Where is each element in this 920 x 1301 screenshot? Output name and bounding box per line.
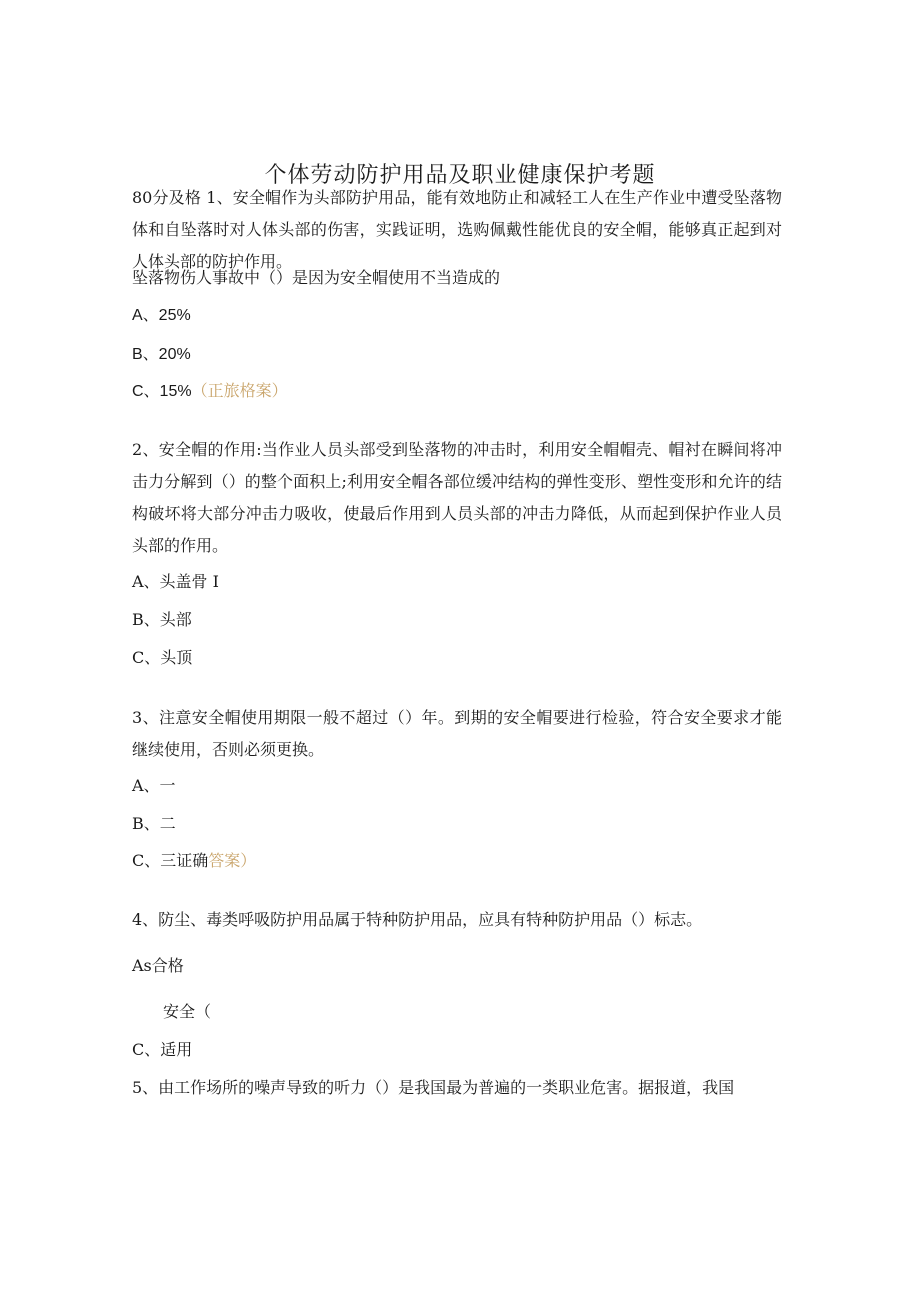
question-3-option-c [132, 849, 256, 873]
question-1-option-b: B、20% [132, 346, 191, 363]
question-2-option-b: B、头部 [132, 610, 192, 629]
question-3-option-c-label: C、三证确 [132, 851, 209, 870]
question-3-option-a: A、一 [132, 776, 176, 795]
question-3-option-b: B、二 [132, 814, 176, 833]
question-2-option-c: C、头顶 [132, 648, 193, 667]
question-2-option-a: A、头盖骨 I [132, 572, 219, 591]
question-1-option-a: A、25% [132, 307, 191, 324]
question-3-answer-mark: 答案） [208, 851, 257, 870]
question-4-option-c: C、适用 [132, 1040, 193, 1059]
question-2-text: 2、安全帽的作用:当作业人员头部受到坠落物的冲击时，利用安全帽帽壳、帽衬在瞬间将冲击力分解到（）的整个面积上;利用安全帽各部位缓冲结构的弹性变形、塑性变形和允许的结构破坏将大部分冲击力吸收，使最后作用到人员头部的冲击力降低，从而起到保护作业人员头部的作用。 [132, 440, 782, 555]
question-4-option-a: As合格 [132, 956, 184, 975]
question-1-option-c [132, 379, 288, 404]
question-4-text: 4、防尘、毒类呼吸防护用品属于特种防护用品，应具有特种防护用品（）标志。 [132, 910, 703, 929]
question-1-option-c-label: C、15% [132, 383, 192, 400]
question-1-text: 80分及格 1、安全帽作为头部防护用品，能有效地防止和减轻工人在生产作业中遭受坠落物体和自坠落时对人体头部的伤害，实践证明，选购佩戴性能优良的安全帽，能够真正起到对人体头部的防护作用。 [132, 188, 782, 271]
question-5-text: 5、由工作场所的噪声导致的听力（）是我国最为普遍的一类职业危害。据报道，我国 [132, 1078, 735, 1097]
question-1-stem: 坠落物伤人事故中（）是因为安全帽使用不当造成的 [132, 268, 501, 287]
question-4-option-b: 安全（ [163, 1002, 212, 1021]
question-1-answer-mark: （正旅格案） [191, 381, 288, 400]
document-title: 个体劳动防护用品及职业健康保护考题 [264, 163, 656, 188]
question-3-text: 3、注意安全帽使用期限一般不超过（）年。到期的安全帽要进行检验，符合安全要求才能继续使用，否则必须更换。 [132, 708, 782, 759]
